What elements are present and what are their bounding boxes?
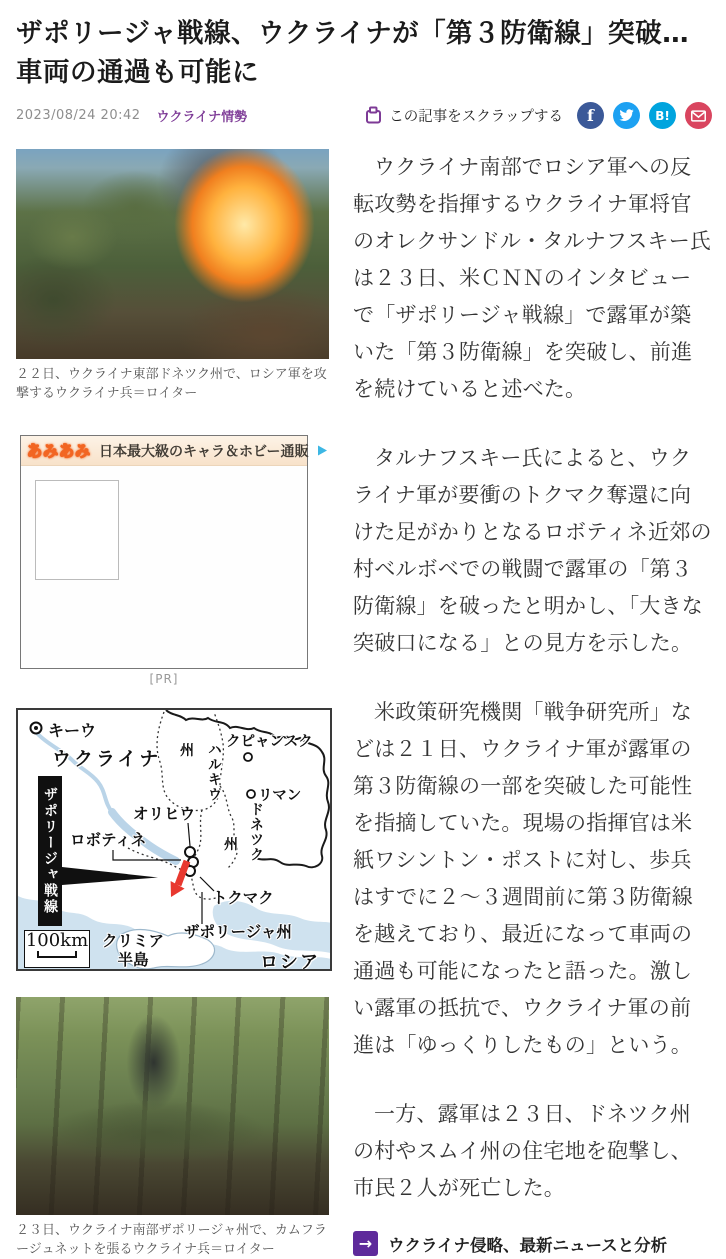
map-label-crimea-line2: 半島 bbox=[117, 951, 149, 969]
map-label-crimea bbox=[102, 932, 164, 970]
category-link[interactable]: ウクライナ情勢 bbox=[156, 110, 248, 125]
publish-date: 2023/08/24 20:42 bbox=[16, 108, 141, 123]
map-label-orikhiv: オリヒウ bbox=[133, 805, 196, 823]
ad-header bbox=[21, 436, 307, 466]
map-label-robotyne: ロボティネ bbox=[70, 831, 147, 849]
soldier-photo-image[interactable] bbox=[16, 997, 329, 1215]
ad-product-image bbox=[35, 480, 119, 580]
map-label-donetsk-pref: 州 bbox=[224, 837, 238, 853]
map-label-tokmak: トクマク bbox=[212, 889, 274, 907]
related-link-label: ウクライナ侵略、最新ニュースと分析 bbox=[388, 1235, 668, 1255]
article-paragraph: 米政策研究機関「戦争研究所」などは２１日、ウクライナ軍が露軍の第３防衛線の一部を突破した可能性を指摘していた。現場の指揮官は米紙ワシントン・ポストに対し、歩兵はすでに２～３週間前に第３防衛線を越えており、最近になって車両の通過も可能になったと語った。激しい露軍の抵抗で、ウクライナ軍の前進は「ゆっくりしたもの」という。 bbox=[353, 700, 693, 1057]
ad-logo: あみあみ bbox=[27, 442, 92, 460]
map-label-kupiansk: クピャンスク bbox=[226, 734, 313, 750]
scrap-button[interactable] bbox=[364, 105, 563, 126]
arrow-right-icon: → bbox=[353, 1231, 378, 1256]
page-title: ザポリージャ戦線、ウクライナが「第３防衛線」突破…車両の通過も可能に bbox=[16, 18, 690, 88]
map-scale bbox=[24, 930, 90, 968]
map-label-zaporizhzhia-oblast: ザポリージャ州 bbox=[184, 923, 292, 941]
map-scale-bar bbox=[37, 951, 77, 958]
ad-unit bbox=[20, 435, 308, 686]
scrap-label: この記事をスクラップする bbox=[389, 109, 563, 125]
battle-photo-caption: ２２日、ウクライナ東部ドネツク州で、ロシア軍を攻撃するウクライナ兵＝ロイター bbox=[16, 367, 327, 401]
map-label-crimea-line1: クリミア bbox=[102, 932, 165, 950]
facebook-share-icon[interactable]: f bbox=[577, 102, 604, 129]
map-label-russia: ロシア bbox=[260, 952, 320, 971]
soldier-photo-caption: ２３日、ウクライナ南部ザポリージャ州で、カムフラージュネットを張るウクライナ兵＝ロイター bbox=[16, 1223, 327, 1257]
article-paragraph: 一方、露軍は２３日、ドネツク州の村やスムイ州の住宅地を砲撃し、市民２人が死亡した。 bbox=[353, 1102, 692, 1200]
war-map[interactable] bbox=[16, 708, 332, 971]
ad-body bbox=[21, 466, 307, 668]
map-label-kyiv: キーウ bbox=[48, 721, 97, 740]
article-paragraph: タルナフスキー氏によると、ウクライナ軍が要衝のトクマク奪還に向けた足がかりとなるロボティネ近郊の村ベルボベでの戦闘で露軍の「第３防衛線」を破ったと明かし、「大きな突破口になる」との見方を示した。 bbox=[353, 446, 712, 655]
related-link[interactable] bbox=[353, 1231, 712, 1256]
ad-banner[interactable] bbox=[20, 435, 308, 669]
ad-choices-icon[interactable] bbox=[316, 444, 329, 457]
figure-soldier-photo bbox=[16, 997, 329, 1259]
map-label-kharkiv: ハルキウ bbox=[206, 742, 222, 802]
figure-battle-photo bbox=[16, 149, 329, 403]
meta-row bbox=[16, 102, 712, 129]
mail-share-icon[interactable] bbox=[685, 102, 712, 129]
twitter-share-icon[interactable] bbox=[613, 102, 640, 129]
scrap-icon bbox=[364, 106, 383, 125]
battle-photo-image[interactable] bbox=[16, 149, 329, 359]
article-body bbox=[353, 149, 712, 1259]
map-label-kharkiv-pref: 州 bbox=[180, 743, 194, 759]
map-label-lyman: リマン bbox=[258, 788, 302, 804]
hatena-bookmark-icon[interactable]: B! bbox=[649, 102, 676, 129]
media-column bbox=[16, 149, 329, 1259]
map-banner-zaporizhzhia-front: ザポリージャ戦線 bbox=[38, 776, 62, 926]
map-scale-label: 100km bbox=[25, 930, 89, 951]
map-figure bbox=[16, 708, 329, 971]
pr-label: [PR] bbox=[149, 672, 179, 686]
map-label-ukraine: ウクライナ bbox=[52, 748, 162, 770]
article-paragraph: ウクライナ南部でロシア軍への反転攻勢を指揮するウクライナ軍将官のオレクサンドル・タルナフスキー氏は２３日、米ＣＮＮのインタビューで「ザポリージャ戦線」で露軍が築いた「第３防衛線」を突破し、前進を続けていると述べた。 bbox=[353, 155, 712, 401]
map-label-donetsk: ドネツク bbox=[248, 802, 264, 862]
share-actions bbox=[364, 102, 712, 129]
ad-title: 日本最大級のキャラ＆ホビー通販 bbox=[99, 443, 309, 460]
